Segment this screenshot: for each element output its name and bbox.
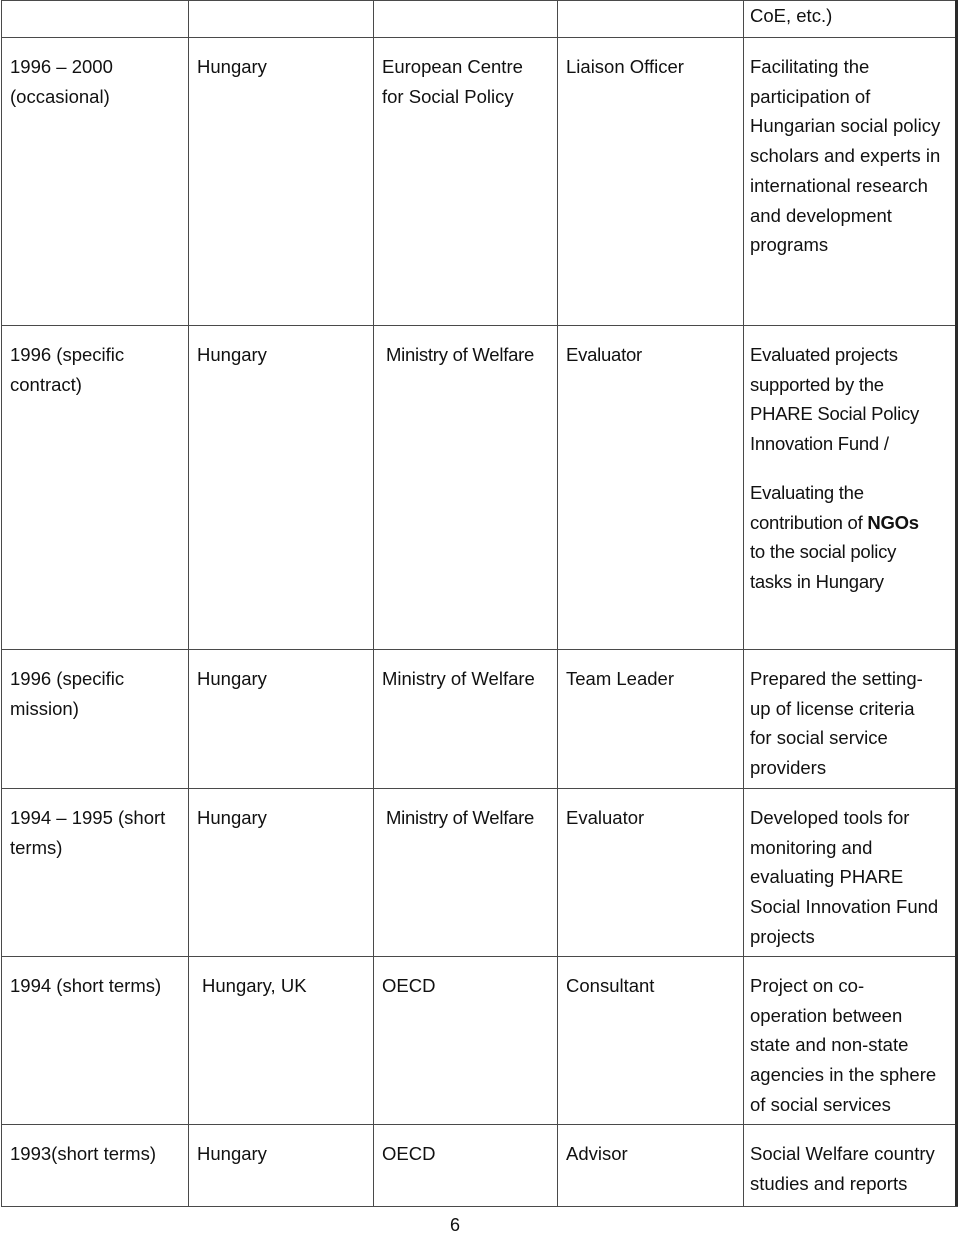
country-line: Hungary (197, 668, 267, 689)
activities-line: supported by the (750, 373, 884, 395)
date-line: 1994 – 1995 (short (10, 807, 166, 828)
position-line: Advisor (566, 1143, 628, 1164)
organisation-cell (374, 1, 558, 38)
activities-line: of social services (750, 1093, 891, 1115)
position-cell (558, 957, 744, 1125)
position-line: Evaluator (566, 807, 645, 828)
activities-line: Developed tools for (750, 807, 910, 828)
country-line: Hungary (197, 1143, 267, 1164)
activities-line: CoE, etc.) (750, 5, 833, 26)
date-cell (2, 1, 189, 38)
table-row (2, 38, 958, 326)
position-cell (558, 38, 744, 326)
table-row (2, 650, 958, 789)
activities-line: Facilitating the (750, 56, 870, 77)
organisation-line: Ministry of Welfare (382, 668, 535, 689)
activities-line: for social service (750, 727, 888, 749)
activities-cell (744, 650, 958, 789)
country-line: Hungary (197, 56, 267, 77)
activities-line: Hungarian social policy (750, 115, 941, 137)
activities-line: tasks in Hungary (750, 570, 884, 592)
activities-line: operation between (750, 1004, 903, 1026)
organisation-cell (374, 38, 558, 326)
activities-line: projects (750, 925, 815, 947)
table-row (2, 957, 958, 1125)
activities-line: programs (750, 234, 829, 256)
activities-line: up of license criteria (750, 697, 915, 719)
organisation-line: OECD (382, 1143, 436, 1164)
activities-line: state and non-state (750, 1034, 909, 1056)
activities-line: Evaluating the (750, 481, 864, 503)
date-cell (2, 1125, 189, 1207)
activities-cell (744, 326, 958, 650)
activities-line: international research (750, 174, 928, 196)
date-cell (2, 789, 189, 957)
position-line: Consultant (566, 975, 655, 996)
organisation-line: OECD (382, 975, 436, 996)
experience-table (1, 0, 958, 1207)
position-cell (558, 650, 744, 789)
organisation-cell (374, 789, 558, 957)
activities-line: providers (750, 757, 827, 779)
organisation-cell (374, 957, 558, 1125)
date-line: 1994 (short terms) (10, 975, 162, 996)
activities-text: contribution of (750, 511, 868, 533)
activities-cell (744, 38, 958, 326)
activities-cell (744, 1125, 958, 1207)
organisation-line: Ministry of Welfare (386, 344, 535, 365)
date-line: terms) (10, 836, 63, 858)
country-line: Hungary, UK (202, 975, 307, 996)
activities-cell (744, 789, 958, 957)
position-cell (558, 789, 744, 957)
organisation-line: Ministry of Welfare (386, 807, 535, 828)
date-line: 1996 (specific (10, 344, 125, 365)
table-row (2, 326, 958, 650)
table-outer-border (955, 0, 958, 1206)
country-line: Hungary (197, 344, 267, 365)
date-line: contract) (10, 373, 82, 395)
activities-line: Evaluated projects (750, 344, 898, 365)
date-line: 1996 (specific (10, 668, 125, 689)
activities-line: Social Welfare country (750, 1143, 935, 1164)
activities-cell (744, 1, 958, 38)
activities-line: agencies in the sphere (750, 1064, 937, 1086)
country-cell (189, 326, 374, 650)
activities-line (750, 508, 953, 538)
position-cell (558, 1, 744, 38)
table-row (2, 1, 958, 38)
date-cell (2, 38, 189, 326)
country-cell (189, 789, 374, 957)
date-cell (2, 650, 189, 789)
ngos-emphasis: NGOs (867, 511, 919, 533)
country-cell (189, 1, 374, 38)
activities-line: PHARE Social Policy (750, 403, 920, 425)
organisation-cell (374, 326, 558, 650)
paragraph-gap (750, 459, 953, 478)
position-line: Liaison Officer (566, 56, 684, 77)
table-row (2, 1125, 958, 1207)
date-line: (occasional) (10, 85, 110, 107)
date-line: 1993(short terms) (10, 1143, 156, 1164)
activities-line: Social Innovation Fund (750, 896, 939, 918)
activities-line: monitoring and (750, 836, 873, 858)
date-line: mission) (10, 697, 79, 719)
activities-line: studies and reports (750, 1172, 908, 1194)
country-cell (189, 957, 374, 1125)
organisation-line: for Social Policy (382, 85, 514, 107)
activities-line: participation of (750, 85, 871, 107)
activities-line: Project on co- (750, 975, 865, 996)
activities-line: scholars and experts in (750, 145, 941, 167)
activities-line: Innovation Fund / (750, 433, 889, 455)
date-cell (2, 326, 189, 650)
country-line: Hungary (197, 807, 267, 828)
country-cell (189, 650, 374, 789)
page-number: 6 (450, 1215, 461, 1235)
activities-line: to the social policy (750, 541, 897, 563)
organisation-cell (374, 650, 558, 789)
activities-line: Prepared the setting- (750, 668, 923, 689)
date-line: 1996 – 2000 (10, 56, 113, 77)
organisation-cell (374, 1125, 558, 1207)
country-cell (189, 1125, 374, 1207)
position-cell (558, 326, 744, 650)
date-cell (2, 957, 189, 1125)
activities-line: evaluating PHARE (750, 866, 904, 888)
position-cell (558, 1125, 744, 1207)
position-line: Team Leader (566, 668, 674, 689)
country-cell (189, 38, 374, 326)
organisation-line: European Centre (382, 56, 523, 77)
table-row (2, 789, 958, 957)
position-line: Evaluator (566, 344, 642, 365)
activities-line: and development (750, 204, 892, 226)
activities-cell (744, 957, 958, 1125)
